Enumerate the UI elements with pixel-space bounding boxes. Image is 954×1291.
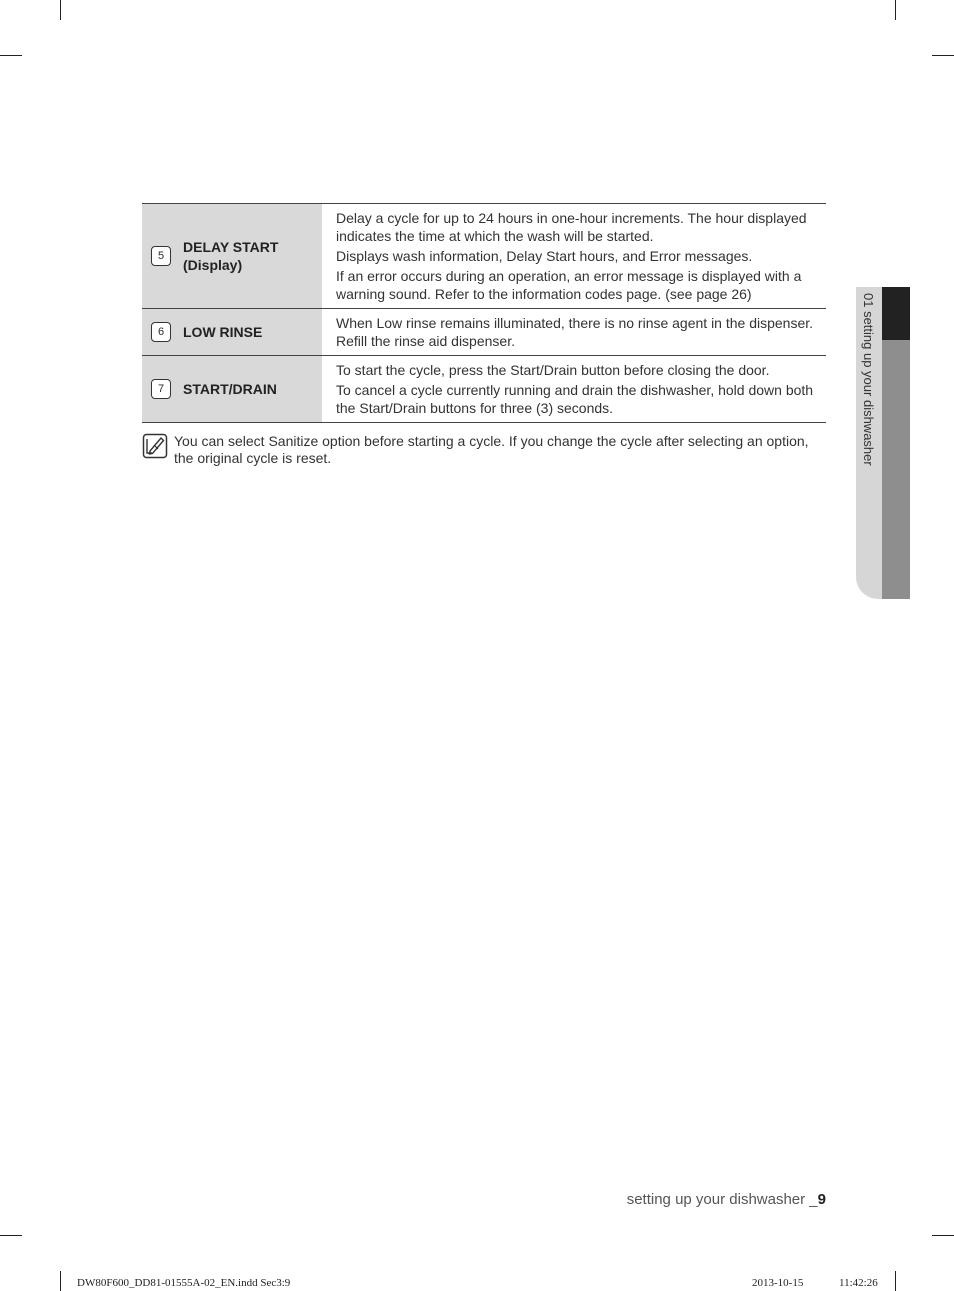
row-label-cell bbox=[142, 309, 322, 356]
slug-file: DW80F600_DD81-01555A-02_EN.indd Sec3:9 bbox=[77, 1277, 291, 1289]
item-number-badge: 7 bbox=[151, 379, 171, 399]
control-panel-table bbox=[142, 203, 826, 423]
note-text: You can select Sanitize option before starting a cycle. If you change the cycle after selecting an option, the original cycle is reset. bbox=[174, 433, 809, 466]
item-number-badge: 6 bbox=[151, 322, 171, 342]
footer-section: setting up your dishwasher _ bbox=[626, 1191, 818, 1208]
crop-mark bbox=[60, 0, 61, 20]
row-label-cell bbox=[142, 356, 322, 423]
crop-mark bbox=[895, 0, 896, 20]
crop-mark bbox=[932, 55, 954, 56]
page-number: 9 bbox=[817, 1191, 826, 1208]
row-description: Delay a cycle for up to 24 hours in one-hour increments. The hour displayed indicates the time at which the wash will be started. Displays wash information, Delay Start hours, and Error messages. If an error occurs during an operation, an error message is displayed with a warning sound. Refer to the information codes page. (see page 26) bbox=[336, 210, 807, 302]
item-number-badge: 5 bbox=[151, 246, 171, 266]
slug-date: 2013-10-15 bbox=[752, 1277, 804, 1289]
crop-mark bbox=[0, 1235, 22, 1236]
side-tab-marker bbox=[882, 287, 910, 340]
row-description: To start the cycle, press the Start/Drain button before closing the door. To cancel a cycle currently running and drain the dishwasher, hold down both the Start/Drain buttons for three (3) seconds. bbox=[336, 362, 814, 416]
row-label-cell bbox=[142, 204, 322, 309]
row-label: LOW RINSE bbox=[183, 324, 263, 340]
table-row bbox=[142, 356, 826, 423]
row-label: DELAY START (Display) bbox=[183, 239, 279, 273]
crop-mark bbox=[895, 1271, 896, 1291]
page-footer bbox=[627, 1191, 826, 1208]
table-row bbox=[142, 309, 826, 356]
row-label: START/DRAIN bbox=[183, 381, 277, 397]
crop-mark bbox=[932, 1235, 954, 1236]
note-box bbox=[142, 433, 828, 467]
row-description: When Low rinse remains illuminated, there is no rinse agent in the dispenser. Refill the rinse aid dispenser. bbox=[336, 315, 814, 349]
crop-mark bbox=[0, 55, 22, 56]
table-row bbox=[142, 204, 826, 309]
side-tab-label: 01 setting up your dishwasher bbox=[861, 293, 876, 466]
crop-mark bbox=[60, 1271, 61, 1291]
note-pencil-icon bbox=[142, 433, 168, 459]
slug-time: 11:42:26 bbox=[839, 1277, 878, 1289]
